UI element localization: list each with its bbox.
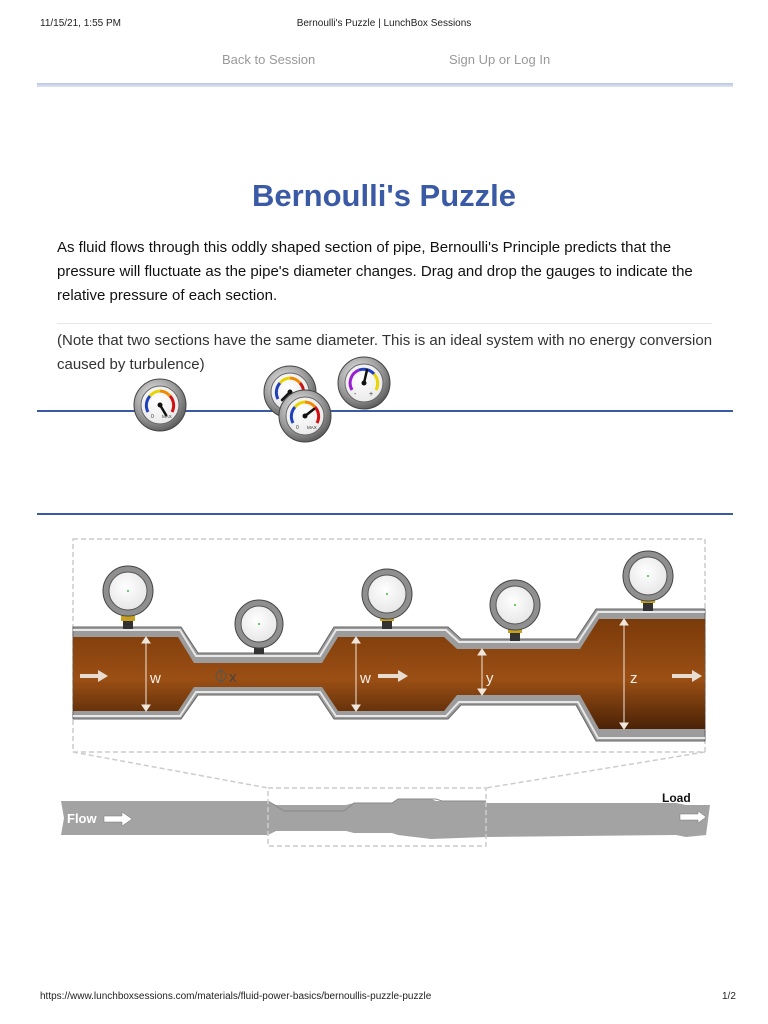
sign-up-login-link[interactable]: Sign Up or Log In (449, 52, 551, 67)
label-w2: w (360, 670, 371, 687)
note-paragraph: (Note that two sections have the same diameter. This is an ideal system with no energy conversion caused by turbulence) (57, 332, 713, 373)
gauge-max-label: MAX (307, 425, 317, 430)
back-to-session-link[interactable]: Back to Session (222, 52, 316, 67)
gauge-zero-label: 0 (296, 425, 299, 431)
gauge-zero-label: 0 (151, 414, 154, 420)
paragraph-divider (57, 323, 712, 324)
overview-pipe (61, 799, 710, 839)
print-date: 11/15/21, 1:55 PM (40, 18, 121, 29)
label-z: z (630, 670, 638, 687)
label-x: x (229, 669, 237, 686)
label-w1: w (150, 670, 161, 687)
gauge-tray-bottom-rule (37, 513, 733, 515)
flow-label: Flow (67, 811, 97, 826)
label-y: y (486, 670, 494, 687)
draggable-gauge-3[interactable] (277, 388, 333, 449)
pipe-diagram (36, 535, 736, 855)
draggable-gauge-1[interactable] (132, 377, 188, 438)
draggable-vacuum-gauge[interactable] (336, 355, 392, 416)
gauge-plus-label: + (369, 391, 374, 398)
gauge-max-label: MAX (162, 414, 172, 419)
gauge-minus-label: - (354, 391, 357, 398)
intro-paragraph: As fluid flows through this oddly shaped section of pipe, Bernoulli's Principle predicts that the pressure will fluctuate as the pipe's diameter changes. Drag and drop the gauges to indicate the relative pressure of each section. (57, 239, 693, 304)
print-page-number: 1/2 (722, 991, 736, 1002)
print-url: https://www.lunchboxsessions.com/materials/fluid-power-basics/bernoullis-puzzle-puzzle (40, 991, 432, 1002)
page-title: Bernoulli's Puzzle (251, 178, 517, 213)
print-title: Bernoulli's Puzzle | LunchBox Sessions (296, 18, 472, 29)
nav-divider (37, 83, 733, 87)
top-nav (0, 50, 768, 70)
load-label: Load (662, 791, 691, 805)
